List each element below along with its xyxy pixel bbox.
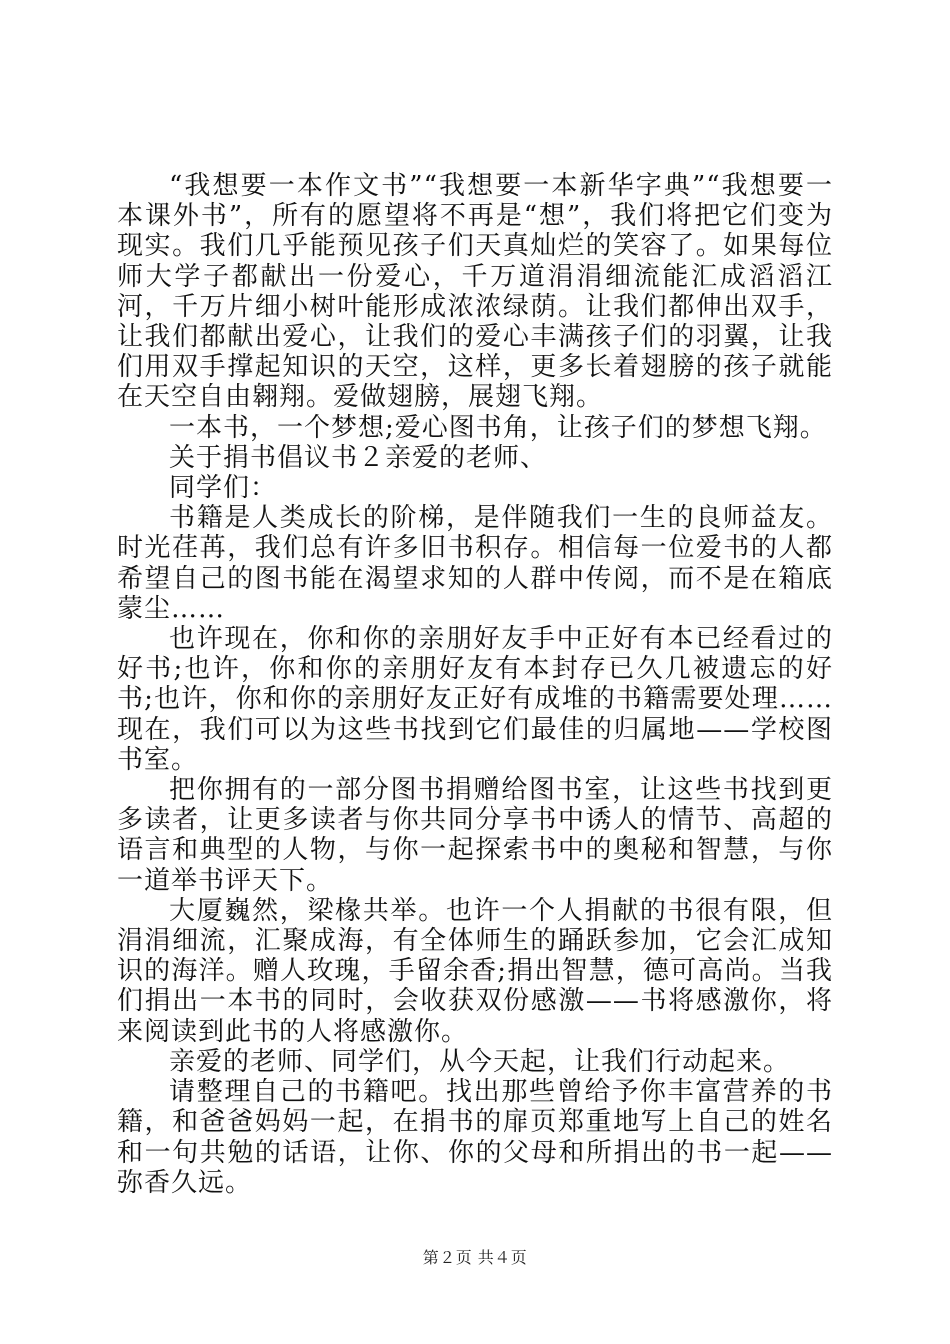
paragraph-8: 大厦巍然，梁椽共举。也许一个人捐献的书很有限，但涓涓细流，汇聚成海，有全体师生的踊跃参加，它会汇成知识的海洋。赠人玫瑰，手留余香;捐出智慧，德可高尚。当我们捐出一本书的同时，会收获双份感激——书将感激你，将来阅读到此书的人将感激你。 — [117, 895, 833, 1047]
paragraph-7: 把你拥有的一部分图书捐赠给图书室，让这些书找到更多读者，让更多读者与你共同分享书中诱人的情节、高超的语言和典型的人物，与你一起探索书中的奥秘和智慧，与你一道举书评天下。 — [117, 775, 833, 896]
paragraph-9: 亲爱的老师、同学们，从今天起，让我们行动起来。 — [169, 1046, 791, 1077]
document-body — [117, 171, 833, 1198]
paragraph-3: 关于捐书倡议书２亲爱的老师、 — [169, 442, 548, 473]
page-number: 第２页 共４页 — [422, 1248, 528, 1267]
paragraph-1: “我想要一本作文书”“我想要一本新华字典”“我想要一本课外书”，所有的愿望将不再是“想”，我们将把它们变为现实。我们几乎能预见孩子们天真灿烂的笑容了。如果每位师大学子都献出一份爱心，千万道涓涓细流能汇成滔滔江河，千万片细小树叶能形成浓浓绿荫。让我们都伸出双手，让我们都献出爱心，让我们的爱心丰满孩子们的羽翼，让我们用双手撑起知识的天空，这样，更多长着翅膀的孩子就能在天空自由翱翔。爱做翅膀，展翅飞翔。 — [117, 171, 833, 413]
paragraph-5: 书籍是人类成长的阶梯，是伴随我们一生的良师益友。时光荏苒，我们总有许多旧书积存。相信每一位爱书的人都希望自己的图书能在渴望求知的人群中传阅，而不是在箱底蒙尘…… — [117, 503, 833, 624]
paragraph-4: 同学们： — [169, 473, 278, 504]
paragraph-6: 也许现在，你和你的亲朋好友手中正好有本已经看过的好书;也许，你和你的亲朋好友有本封存已久几被遗忘的好书;也许，你和你的亲朋好友正好有成堆的书籍需要处理……现在，我们可以为这些书找到它们最佳的归属地——学校图书室。 — [117, 624, 833, 775]
paragraph-2: 一本书，一个梦想;爱心图书角，让孩子们的梦想飞翔。 — [169, 412, 827, 443]
paragraph-10: 请整理自己的书籍吧。找出那些曾给予你丰富营养的书籍，和爸爸妈妈一起，在捐书的扉页郑重地写上自己的姓名和一句共勉的话语，让你、你的父母和所捐出的书一起——弥香久远。 — [117, 1077, 833, 1198]
